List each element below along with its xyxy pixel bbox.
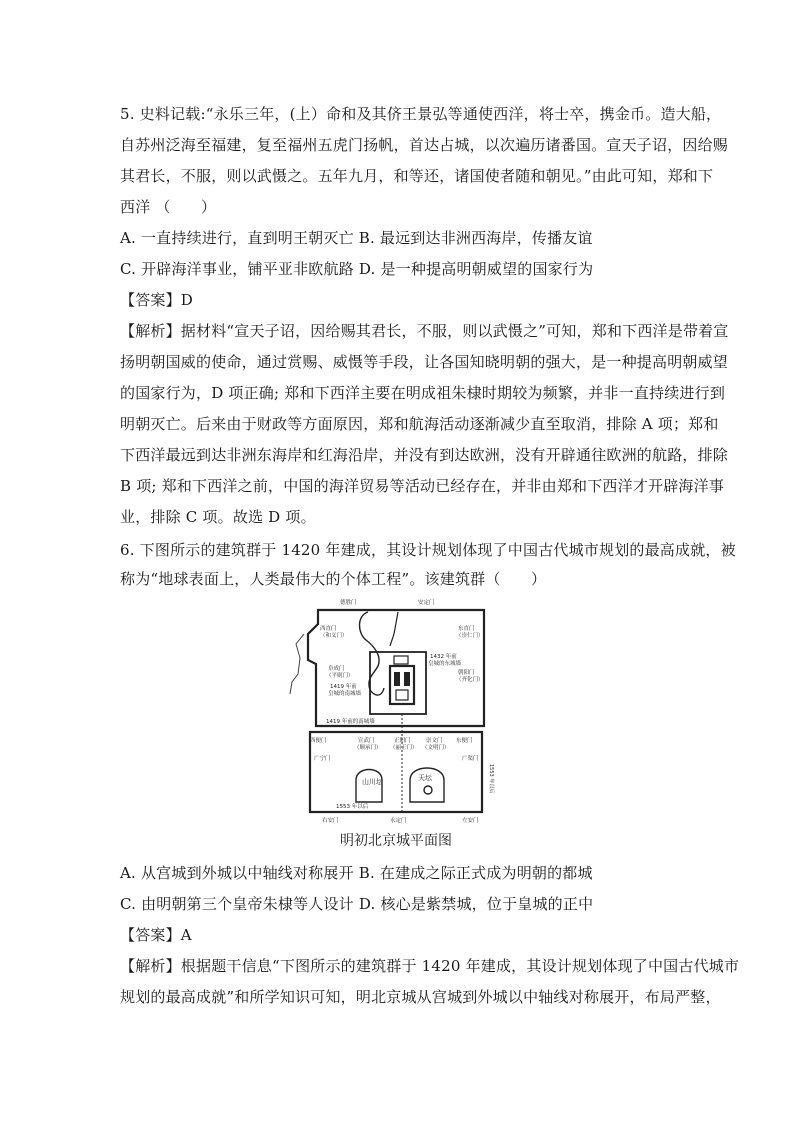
label-tiantan: 天坛 bbox=[418, 774, 432, 782]
western-boundary bbox=[290, 634, 304, 694]
q6-analysis-line-2: 规划的最高成就”和所学知识可知，明北京城从宫城到外城以中轴线对称展开，布局严整， bbox=[120, 988, 721, 1006]
q6-analysis-line-1: 【解析】根据题干信息“下图所示的建筑群于 1420 年建成，其设计规划体现了中国古代城市 bbox=[120, 957, 740, 975]
q5-analysis-line-7: 业，排除 C 项。故选 D 项。 bbox=[120, 508, 316, 526]
label-chaoyang: 朝阳门 bbox=[458, 670, 475, 676]
beijing-city-map bbox=[286, 594, 498, 828]
q5-answer: 【答案】D bbox=[120, 291, 194, 309]
label-shunchengmen: （顺承门） bbox=[354, 745, 382, 751]
label-after1553: 1553 年以后 bbox=[336, 804, 369, 810]
label-after1553-vertical: 1553 年以后 bbox=[488, 764, 494, 794]
figure-caption: 明初北京城平面图 bbox=[340, 833, 452, 849]
label-yongding: 永定门 bbox=[390, 818, 407, 824]
q5-stem-line-4: 西洋 （ ） bbox=[120, 198, 217, 216]
label-guangqu: 广渠门 bbox=[462, 756, 479, 762]
label-xuanwu: 宣武门 bbox=[358, 738, 375, 744]
label-zuoan: 左安门 bbox=[462, 818, 479, 824]
label-1419-south-wall: 1419 年前 bbox=[330, 684, 357, 690]
river-line bbox=[390, 612, 398, 646]
label-xizhi: 西直门 bbox=[320, 626, 337, 632]
label-xibianmen: 西便门 bbox=[310, 738, 327, 744]
q5-analysis-line-4: 明朝灭亡。后来由于财政等方面原因，郑和航海活动逐渐减少直至取消，排除 A 项；郑和 bbox=[120, 415, 719, 433]
label-qihua: （齐化门） bbox=[456, 677, 484, 683]
label-guangning: 广宁门 bbox=[314, 756, 331, 762]
q5-analysis-line-5: 下西洋最远到达非洲东海岸和红海沿岸，并没有到达欧洲，没有开辟通往欧洲的航路，排除 bbox=[120, 446, 729, 464]
label-lizheng: （丽正门） bbox=[390, 745, 418, 751]
q6-option-cd: C. 由明朝第三个皇帝朱棣等人设计 D. 核心是紫禁城，位于皇城的正中 bbox=[120, 895, 594, 913]
q5-analysis-line-1: 【解析】据材料“宣天子诏，因给赐其君长，不服，则以武慑之”可知，郑和下西洋是带着宣 bbox=[120, 322, 729, 340]
q6-stem-line-2: 称为“地球表面上，人类最伟大的个体工程”。该建筑群（ ） bbox=[120, 570, 547, 588]
label-zhengyang: 正阳门 bbox=[394, 738, 411, 744]
outer-city-wall bbox=[310, 732, 482, 812]
q5-analysis-line-6: B 项; 郑和下西洋之前，中国的海洋贸易等活动已经存在，并非由郑和下西洋才开辟海洋事 bbox=[120, 477, 725, 495]
q5-option-cd: C. 开辟海洋事业，铺平亚非欧航路 D. 是一种提高明朝威望的国家行为 bbox=[120, 260, 594, 278]
q6-answer: 【答案】A bbox=[120, 926, 192, 944]
label-dongbianmen: 东便门 bbox=[456, 738, 473, 744]
label-1419-nan: 1419 年前的南城墙 bbox=[326, 719, 375, 725]
label-1419-south-wall-b: 皇城的南城墙 bbox=[328, 691, 362, 697]
palace-block-right bbox=[404, 672, 410, 686]
q5-analysis-line-2: 扬明朝国威的使命，通过赏赐、威慑等手段，让各国知晓明朝的强大，是一种提高明朝威望 bbox=[120, 353, 729, 371]
label-shanchuan: 山川坛 bbox=[362, 778, 383, 786]
map-svg bbox=[286, 594, 498, 828]
label-dongzhi: 东直门 bbox=[458, 626, 475, 632]
label-deshengmen: 德胜门 bbox=[340, 600, 357, 606]
label-anding: 安定门 bbox=[418, 600, 435, 606]
label-pingze: （平则门） bbox=[326, 673, 354, 679]
lake-outline bbox=[360, 612, 385, 695]
q5-option-ab: A. 一直持续进行，直到明王朝灭亡 B. 最远到达非洲西海岸，传播友谊 bbox=[120, 229, 593, 247]
label-1432-b: 皇城的东城墙 bbox=[428, 661, 462, 667]
label-wenming: （文明门） bbox=[422, 745, 450, 751]
label-youan: 右安门 bbox=[322, 818, 339, 824]
tiantan-circle bbox=[424, 786, 432, 794]
label-heyi: （和义门） bbox=[320, 633, 348, 639]
jingshan bbox=[394, 656, 408, 664]
q5-stem-line-1: 5. 史料记载:“永乐三年，(上）命和及其侪王景弘等通使西洋，将士卒，携金币。造大船， bbox=[120, 105, 722, 123]
q6-option-ab: A. 从宫城到外城以中轴线对称展开 B. 在建成之际正式成为明朝的都城 bbox=[120, 864, 593, 882]
q5-stem-line-3: 其君长，不服，则以武慑之。五年九月，和等还，诸国使者随和朝见。”由此可知，郑和下 bbox=[120, 167, 714, 185]
label-chongren: （崇仁门） bbox=[456, 633, 484, 639]
label-chongwen: 崇文门 bbox=[426, 738, 443, 744]
forbidden-city bbox=[390, 666, 414, 704]
q5-analysis-line-3: 的国家行为，D 项正确; 郑和下西洋主要在明成祖朱棣时期较为频繁，并非一直持续进行到 bbox=[120, 384, 726, 402]
q5-stem-line-2: 自苏州泛海至福建，复至福州五虎门扬帆，首达占城，以次遍历诸番国。宣天子诏，因给赐 bbox=[120, 136, 729, 154]
label-1432: 1432 年前 bbox=[430, 654, 457, 660]
q6-stem-line-1: 6. 下图所示的建筑群于 1420 年建成，其设计规划体现了中国古代城市规划的最高成就，被 bbox=[120, 541, 736, 559]
label-fucheng: 阜成门 bbox=[328, 666, 345, 672]
palace-block-left bbox=[394, 672, 400, 686]
